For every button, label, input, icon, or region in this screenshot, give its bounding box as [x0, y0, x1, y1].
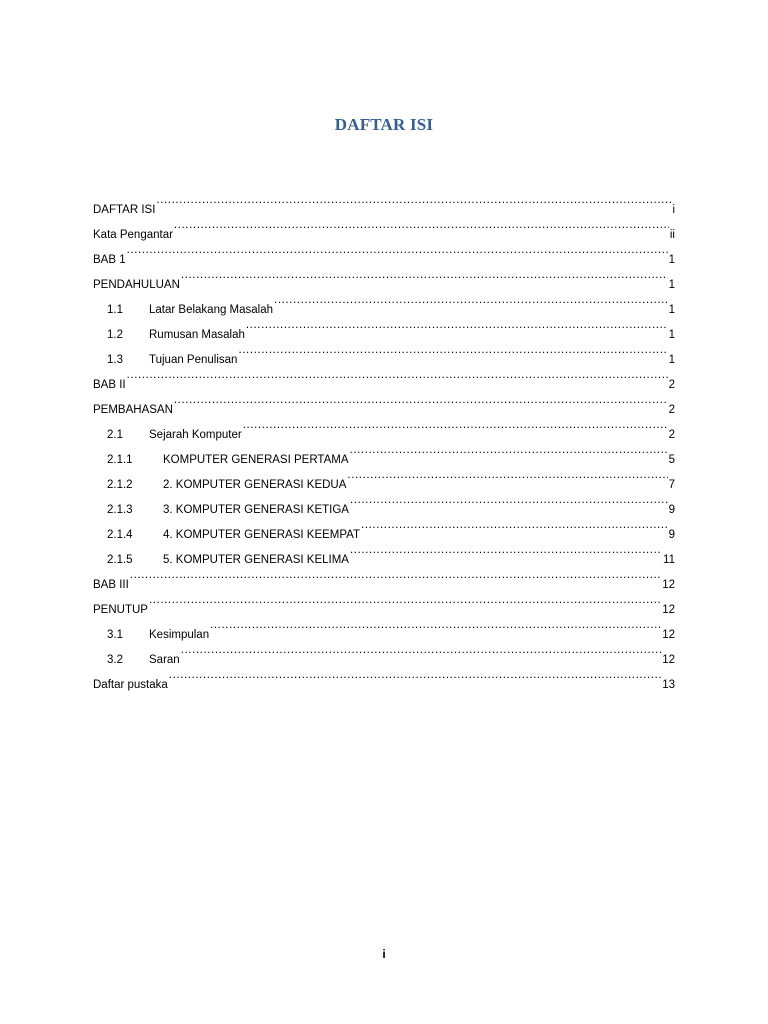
toc-entry-number: 2.1.2 [107, 479, 133, 491]
toc-dot-leader [130, 563, 661, 588]
toc-entry-page-number: 2 [668, 429, 675, 441]
toc-dot-leader [246, 313, 668, 338]
toc-entry-number: 3.1 [107, 629, 123, 641]
toc-entry-title: Daftar pustaka [93, 679, 168, 691]
toc-dot-leader [127, 363, 668, 388]
toc-dot-leader [181, 263, 668, 288]
toc-entry-number: 2.1.1 [107, 454, 133, 466]
toc-entry-title: Latar Belakang Masalah [149, 304, 274, 316]
toc-dot-leader [149, 588, 661, 613]
toc-entry-title: 5. KOMPUTER GENERASI KELIMA [163, 554, 349, 566]
toc-entry-number: 3.2 [107, 654, 123, 666]
toc-entry-title: Kata Pengantar [93, 229, 173, 241]
footer-page-number: i [382, 947, 386, 961]
toc-entry-title: Tujuan Penulisan [149, 354, 238, 366]
toc-entry-number: 2.1 [107, 429, 123, 441]
toc-dot-leader [181, 638, 662, 663]
toc-entry-page-number: 12 [662, 579, 675, 591]
toc-dot-leader [210, 613, 661, 638]
toc-dot-leader [169, 663, 661, 688]
toc-entry-number: 1.2 [107, 329, 123, 341]
toc-entry-title: BAB 1 [93, 254, 126, 266]
toc-dot-leader [174, 213, 669, 238]
toc-entry-page-number: 1 [668, 329, 675, 341]
toc-dot-leader [156, 188, 671, 213]
toc-entry[interactable] [93, 638, 675, 666]
toc-entry[interactable] [93, 588, 675, 616]
toc-entry[interactable] [93, 388, 675, 416]
toc-entry[interactable] [93, 288, 675, 316]
toc-entry-page-number: 1 [668, 279, 675, 291]
toc-entry[interactable] [93, 663, 675, 691]
toc-entry-page-number: 11 [663, 554, 675, 566]
toc-entry[interactable] [93, 213, 675, 241]
toc-entry[interactable] [93, 263, 675, 291]
toc-entry-title: PEMBAHASAN [93, 404, 173, 416]
toc-entry-page-number: i [672, 204, 675, 216]
toc-dot-leader [350, 438, 668, 463]
toc-entry-title: 2. KOMPUTER GENERASI KEDUA [163, 479, 347, 491]
toc-entry[interactable] [93, 413, 675, 441]
toc-entry-page-number: 2 [668, 379, 675, 391]
toc-entry[interactable] [93, 613, 675, 641]
toc-entry[interactable] [93, 563, 675, 591]
toc-entry-title: Saran [149, 654, 180, 666]
toc-entry-number: 2.1.5 [107, 554, 133, 566]
toc-entry-page-number: 9 [668, 504, 675, 516]
toc-entry-title: Kesimpulan [149, 629, 210, 641]
toc-entry-number: 2.1.3 [107, 504, 133, 516]
toc-entry-title: PENUTUP [93, 604, 148, 616]
toc-dot-leader [350, 488, 668, 513]
toc-dot-leader [238, 338, 667, 363]
toc-dot-leader [347, 463, 667, 488]
table-of-contents [93, 188, 675, 691]
toc-entry[interactable] [93, 238, 675, 266]
toc-entry[interactable] [93, 363, 675, 391]
toc-dot-leader [350, 538, 662, 563]
toc-dot-leader [361, 513, 668, 538]
toc-entry-title: DAFTAR ISI [93, 204, 156, 216]
toc-entry-page-number: 12 [662, 604, 675, 616]
toc-entry-title: 4. KOMPUTER GENERASI KEEMPAT [163, 529, 361, 541]
toc-entry[interactable] [93, 188, 675, 216]
toc-dot-leader [274, 288, 668, 313]
toc-entry-page-number: 1 [668, 354, 675, 366]
toc-entry-page-number: 2 [668, 404, 675, 416]
toc-entry-page-number: 1 [668, 254, 675, 266]
toc-entry-title: BAB II [93, 379, 126, 391]
toc-dot-leader [127, 238, 668, 263]
toc-entry-title: Sejarah Komputer [149, 429, 242, 441]
toc-entry-page-number: 13 [662, 679, 675, 691]
toc-entry-number: 1.1 [107, 304, 123, 316]
toc-entry-page-number: 7 [668, 479, 675, 491]
toc-entry-page-number: 12 [662, 654, 675, 666]
toc-entry-title: KOMPUTER GENERASI PERTAMA [163, 454, 349, 466]
toc-entry-page-number: 1 [668, 304, 675, 316]
toc-entry-number: 1.3 [107, 354, 123, 366]
toc-entry-page-number: ii [669, 229, 675, 241]
page-title: DAFTAR ISI [334, 115, 434, 134]
toc-entry-page-number: 12 [662, 629, 675, 641]
toc-entry-title: PENDAHULUAN [93, 279, 180, 291]
toc-entry-number: 2.1.4 [107, 529, 133, 541]
toc-entry-page-number: 9 [668, 529, 675, 541]
toc-entry-title: BAB III [93, 579, 129, 591]
toc-entry-page-number: 5 [668, 454, 675, 466]
toc-entry-title: Rumusan Masalah [149, 329, 245, 341]
toc-entry-title: 3. KOMPUTER GENERASI KETIGA [163, 504, 349, 516]
toc-dot-leader [174, 388, 668, 413]
toc-dot-leader [243, 413, 668, 438]
